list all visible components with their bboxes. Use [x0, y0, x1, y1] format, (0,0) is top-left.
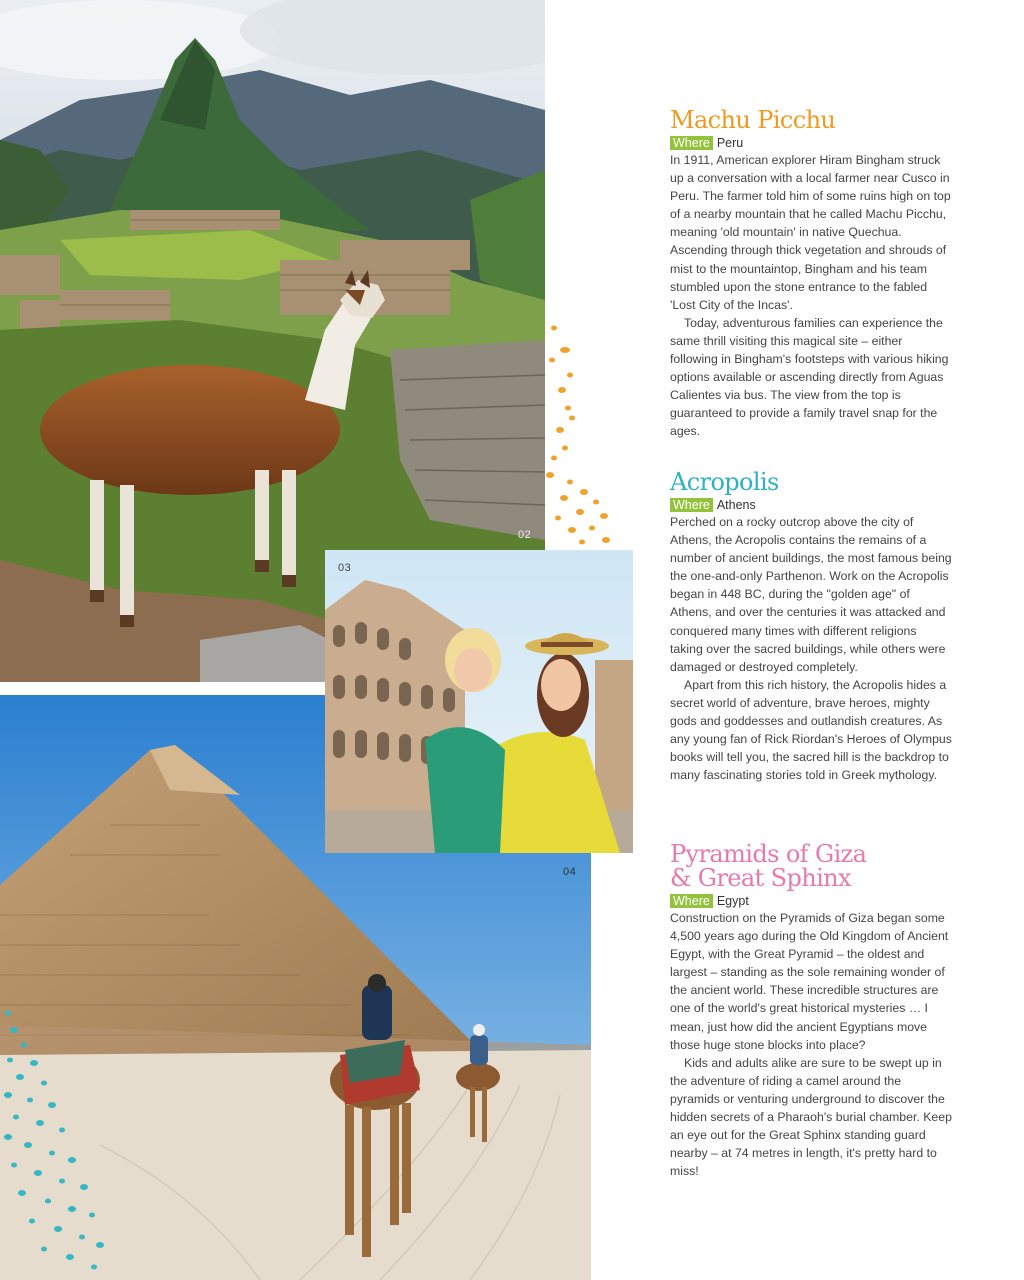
photo-number-04: 04	[563, 866, 577, 878]
paragraph: Kids and adults alike are sure to be swept up in the adventure of riding a camel around the pyramids or venturing underground to discover the hidden secrets of a Pharaoh's burial chamber. Keep an eye out for the Great Sphinx standing guard nearby – at 74 metres in length, it's pretty hard to miss!	[670, 1055, 952, 1179]
article-pyramids	[670, 842, 952, 1180]
where-tag: Where	[670, 894, 713, 908]
photo-number-03: 03	[338, 562, 352, 574]
pyramids-where	[670, 893, 952, 909]
where-tag: Where	[670, 136, 713, 150]
where-value: Egypt	[716, 894, 749, 908]
where-value: Peru	[716, 136, 744, 150]
orange-dots-decoration	[540, 320, 620, 550]
article-acropolis	[670, 470, 952, 784]
paragraph: Perched on a rocky outcrop above the city of Athens, the Acropolis contains the remains of a number of ancient buildings, the most famous being the one-and-only Parthenon. Work on the Acropolis began in 448 BC, during the "golden age" of Athens, and over the centuries it was attacked and conquered many times with different religions taking over the sacred buildings, while others were damaged or destroyed completely.	[670, 515, 952, 674]
machu-picchu-body	[670, 151, 952, 441]
acropolis-body	[670, 513, 952, 784]
where-tag: Where	[670, 498, 713, 512]
machu-picchu-where	[670, 135, 952, 151]
paragraph: Construction on the Pyramids of Giza began some 4,500 years ago during the Old Kingdom of Ancient Egypt, with the Great Pyramid – the oldest and largest – standing as the sole remaining wonder of the ancient world. These incredible structures are one of the world's great historical mysteries … I mean, just how did the ancient Egyptians move those huge stone blocks into place?	[670, 911, 949, 1052]
paragraph: Apart from this rich history, the Acropolis hides a secret world of adventure, brave heroes, mighty gods and goddesses and outlandish creatures. As any young fan of Rick Riordan's Heroes of Olympus books will tell you, the sacred hill is the backdrop to many fascinating stories told in Greek mythology.	[670, 677, 952, 783]
pyramids-body	[670, 909, 952, 1180]
paragraph: Today, adventurous families can experience the same thrill visiting this magical site – either following in Bingham's footsteps with various hiking options available or ascending directly from Aguas Calientes via bus. The view from the top is guaranteed to provide a family travel snap for the ages.	[670, 315, 949, 439]
photo-number-02: 02	[518, 529, 532, 541]
pyramids-title-line2: & Great Sphinx	[670, 864, 851, 892]
article-machu-picchu	[670, 108, 952, 441]
pyramids-title	[670, 842, 952, 890]
paragraph: In 1911, American explorer Hiram Bingham struck up a conversation with a local farmer near Cusco in Peru. The farmer told him of some ruins high on top of a nearby mountain that he called Machu Picchu, meaning 'old mountain' in native Quechua. Ascending through thick vegetation and shrouds of mist to the mountaintop, Bingham and his team stumbled upon the stone entrance to the fabled 'Lost City of the Incas'.	[670, 153, 951, 312]
where-value: Athens	[716, 498, 756, 512]
machu-picchu-title: Machu Picchu	[670, 106, 836, 134]
teal-dots-decoration	[0, 1005, 110, 1275]
colosseum-photo	[325, 550, 633, 853]
pyramids-title-line1: Pyramids of Giza	[670, 840, 867, 868]
acropolis-title: Acropolis	[670, 468, 779, 496]
acropolis-where	[670, 497, 952, 513]
